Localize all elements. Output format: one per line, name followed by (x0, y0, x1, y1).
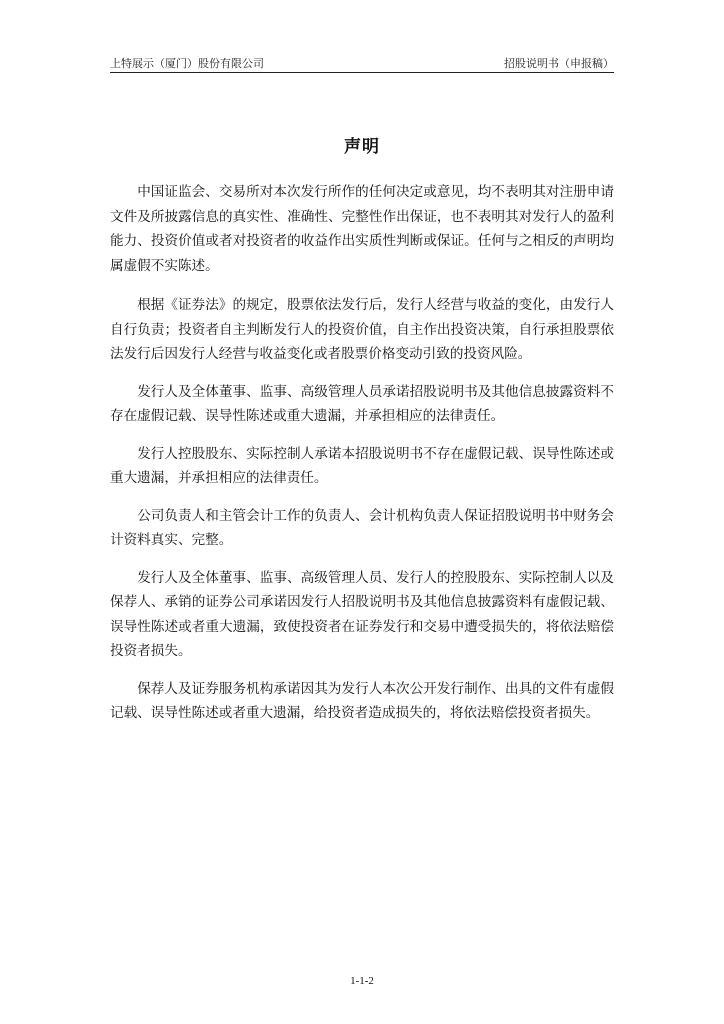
statement-paragraph-5: 公司负责人和主管会计工作的负责人、会计机构负责人保证招股说明书中财务会计资料真实、完整。 (110, 507, 614, 548)
header-document-type: 招股说明书（申报稿） (504, 57, 614, 70)
header-company-name: 上特展示（厦门）股份有限公司 (110, 57, 264, 70)
statement-paragraph-1: 中国证监会、交易所对本次发行所作的任何决定或意见，均不表明其对注册申请文件及所披露信息的真实性、准确性、完整性作出保证，也不表明其对发行人的盈利能力、投资价值或者对投资者的收益作出实质性判断或保证。任何与之相反的声明均属虚假不实陈述。 (110, 184, 614, 274)
page-title: 声明 (344, 137, 380, 157)
statement-paragraph-3: 发行人及全体董事、监事、高级管理人员承诺招股说明书及其他信息披露资料不存在虚假记载、误导性陈述或重大遗漏，并承担相应的法律责任。 (110, 383, 614, 424)
statement-paragraph-2: 根据《证券法》的规定，股票依法发行后，发行人经营与收益的变化，由发行人自行负责；投资者自主判断发行人的投资价值，自主作出投资决策，自行承担股票依法发行后因发行人经营与收益变化或者股票价格变动引致的投资风险。 (110, 297, 614, 362)
statement-body (110, 180, 614, 739)
statement-paragraph-7: 保荐人及证券服务机构承诺因其为发行人本次公开发行制作、出具的文件有虚假记载、误导性陈述或者重大遗漏，给投资者造成损失的，将依法赔偿投资者损失。 (110, 680, 614, 721)
statement-paragraph-6: 发行人及全体董事、监事、高级管理人员、发行人的控股股东、实际控制人以及保荐人、承销的证券公司承诺因发行人招股说明书及其他信息披露资料有虚假记载、误导性陈述或者重大遗漏，致使投资者在证券发行和交易中遭受损失的，将依法赔偿投资者损失。 (110, 569, 614, 659)
statement-paragraph-4: 发行人控股股东、实际控制人承诺本招股说明书不存在虚假记载、误导性陈述或重大遗漏，并承担相应的法律责任。 (110, 445, 614, 486)
page-header (110, 52, 614, 73)
page-number: 1-1-2 (350, 975, 374, 987)
